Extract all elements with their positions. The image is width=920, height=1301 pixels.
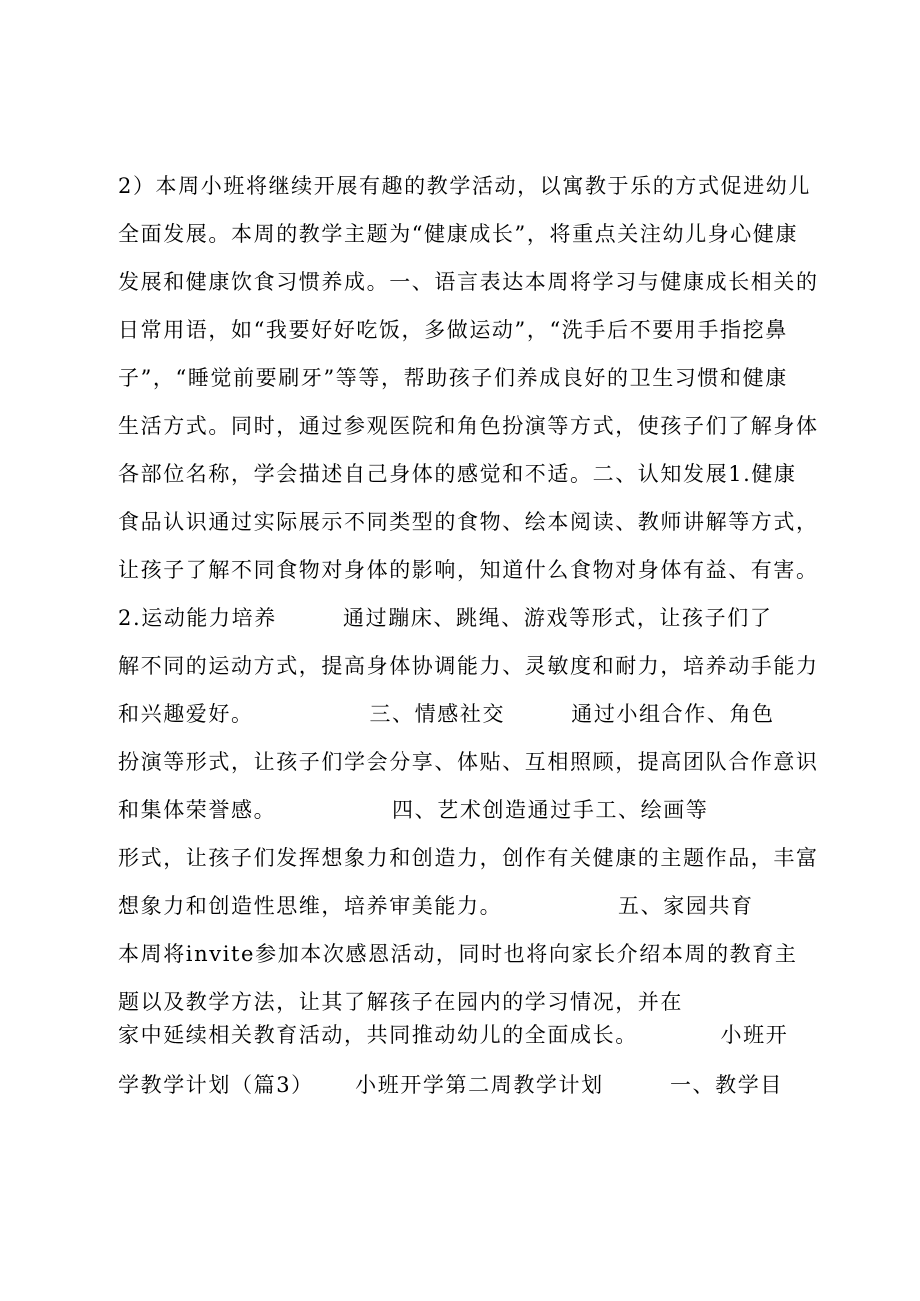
text-line: 让孩子了解不同食物对身体的影响，知道什么食物对身体有益、有害。 xyxy=(118,558,819,582)
text-line: 本周将invite参加本次感恩活动，同时也将向家长介绍本周的教育主 xyxy=(118,942,798,966)
text-line: 发展和健康饮食习惯养成。一、语言表达本周将学习与健康成长相关的 xyxy=(118,270,819,294)
text-line: 扮演等形式，让孩子们学会分享、体贴、互相照顾，提高团队合作意识 xyxy=(118,750,819,774)
text-line: 解不同的运动方式，提高身体协调能力、灵敏度和耐力，培养动手能力 xyxy=(118,654,819,678)
text-line: 日常用语，如“我要好好吃饭，多做运动”，“洗手后不要用手指挖鼻 xyxy=(118,318,788,342)
text-line: 2.运动能力培养 通过蹦床、跳绳、游戏等形式，让孩子们了 xyxy=(118,606,773,630)
text-line: 生活方式。同时，通过参观医院和角色扮演等方式，使孩子们了解身体 xyxy=(118,414,819,438)
text-line: 学教学计划（篇3） 小班开学第二周教学计划 一、教学目 xyxy=(118,1073,783,1097)
text-line: 子”，“睡觉前要刷牙”等等，帮助孩子们养成良好的卫生习惯和健康 xyxy=(118,366,788,390)
text-line: 各部位名称，学会描述自己身体的感觉和不适。二、认知发展1.健康 xyxy=(118,462,797,486)
text-line: 和集体荣誉感。 四、艺术创造通过手工、绘画等 xyxy=(118,798,709,822)
text-line: 形式，让孩子们发挥想象力和创造力，创作有关健康的主题作品，丰富 xyxy=(118,846,819,870)
text-line: 想象力和创造性思维，培养审美能力。 五、家园共育 xyxy=(118,894,754,918)
text-line: 2）本周小班将继续开展有趣的教学活动，以寓教于乐的方式促进幼儿 xyxy=(118,174,811,198)
text-line: 题以及教学方法，让其了解孩子在园内的学习情况，并在 xyxy=(118,990,683,1014)
text-line: 食品认识通过实际展示不同类型的食物、绘本阅读、教师讲解等方式， xyxy=(118,510,819,534)
text-line: 家中延续相关教育活动，共同推动幼儿的全面成长。 小班开 xyxy=(118,1023,789,1047)
text-line: 和兴趣爱好。 三、情感社交 通过小组合作、角色 xyxy=(118,702,775,726)
text-line: 全面发展。本周的教学主题为“健康成长”，将重点关注幼儿身心健康 xyxy=(118,222,799,246)
